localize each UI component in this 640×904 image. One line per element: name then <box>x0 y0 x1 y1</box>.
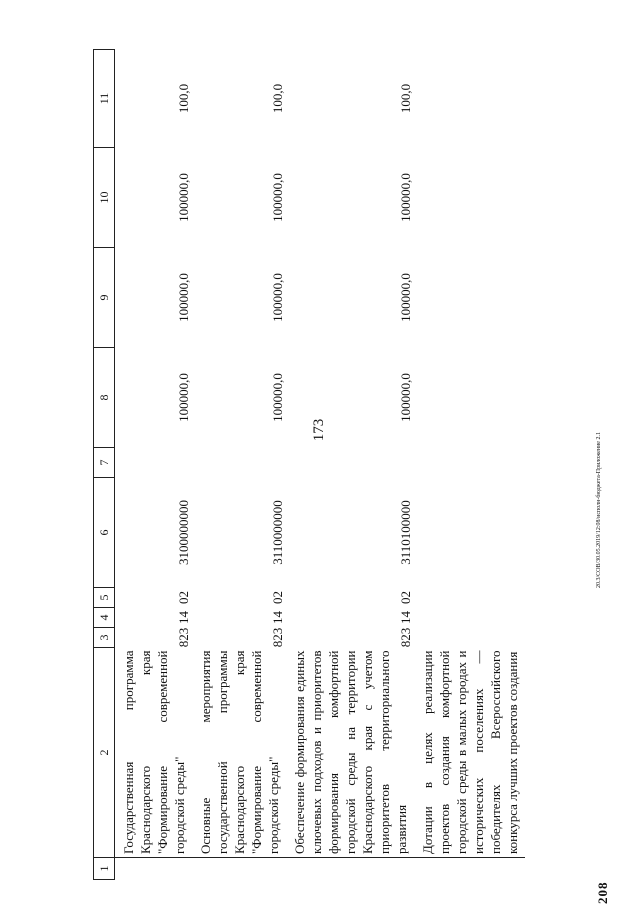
row-code-section: 14 <box>176 611 191 624</box>
row-cell-1 <box>115 858 193 880</box>
row-value-8: 100000,0 <box>270 373 285 422</box>
footer-number: 208 <box>595 881 610 904</box>
row-code-section: 14 <box>398 611 413 624</box>
row-description: Основные мероприятия государственной программы Краснодарского края "Формирование современной городской среды" <box>192 648 286 858</box>
header-col-7: 7 <box>94 448 115 478</box>
row-cell-1 <box>414 858 525 880</box>
page-number: 173 <box>311 418 327 442</box>
row-value-10: 100000,0 <box>176 173 191 222</box>
row-value-11: 100,0 <box>270 83 285 114</box>
row-code-section: 14 <box>270 611 285 624</box>
row-code-subsection <box>414 588 525 608</box>
row-value-9: 100000,0 <box>398 273 413 322</box>
row-code-expense <box>115 448 193 478</box>
row-code-admin: 823 <box>398 627 413 648</box>
row-cell-1 <box>192 858 286 880</box>
budget-table <box>93 49 525 880</box>
header-col-5: 5 <box>94 588 115 608</box>
row-value-9 <box>414 248 525 348</box>
row-code-target: 3100000000 <box>176 500 191 565</box>
row-value-10 <box>414 148 525 248</box>
row-code-section <box>414 608 525 628</box>
table-row <box>115 50 193 880</box>
row-code-subsection: 02 <box>398 591 413 604</box>
table-header-row <box>94 50 115 880</box>
header-col-3: 3 <box>94 628 115 648</box>
row-code-target: 3110100000 <box>398 500 413 565</box>
row-code-target <box>414 478 525 588</box>
header-col-11: 11 <box>94 50 115 148</box>
row-value-9: 100000,0 <box>176 273 191 322</box>
row-value-11 <box>414 50 525 148</box>
row-code-target: 3110000000 <box>270 500 285 565</box>
row-code-subsection: 02 <box>270 591 285 604</box>
header-col-2: 2 <box>94 648 115 858</box>
row-value-9: 100000,0 <box>270 273 285 322</box>
row-value-8 <box>414 348 525 448</box>
row-code-expense <box>192 448 286 478</box>
row-cell-1 <box>286 858 414 880</box>
table-row <box>414 50 525 880</box>
row-description: Дотации в целях реализации проектов создания комфортной городской среды в малых городах и исторических поселениях — победителях Всероссийского конкурса лучших проектов создания <box>414 648 525 858</box>
row-value-10: 100000,0 <box>398 173 413 222</box>
row-value-8: 100000,0 <box>398 373 413 422</box>
row-code-expense <box>286 448 414 478</box>
row-code-admin <box>414 628 525 648</box>
table-row <box>192 50 286 880</box>
header-col-6: 6 <box>94 478 115 588</box>
row-code-admin: 823 <box>270 627 285 648</box>
header-col-8: 8 <box>94 348 115 448</box>
row-value-8: 100000,0 <box>176 373 191 422</box>
row-description: Обеспечение формирования единых ключевых подходов и приоритетов формирования комфортной городской среды на территории Краснодарского края с учетом приоритетов территориального развития <box>286 648 414 858</box>
row-code-subsection: 02 <box>176 591 191 604</box>
row-value-11: 100,0 <box>398 83 413 114</box>
header-col-4: 4 <box>94 608 115 628</box>
row-value-11: 100,0 <box>176 83 191 114</box>
header-col-9: 9 <box>94 248 115 348</box>
reference-note: 20.3/СОВ/30.05.2019/12:08/исполн-бюджета-Приложение 2.1 <box>596 432 602 588</box>
header-col-1: 1 <box>94 858 115 880</box>
row-value-10: 100000,0 <box>270 173 285 222</box>
table-row <box>286 50 414 880</box>
header-col-10: 10 <box>94 148 115 248</box>
row-code-expense <box>414 448 525 478</box>
row-code-admin: 823 <box>176 627 191 648</box>
budget-table-rotated <box>93 50 583 880</box>
row-description: Государственная программа Краснодарского края "Формирование современной городской среды" <box>115 648 193 858</box>
